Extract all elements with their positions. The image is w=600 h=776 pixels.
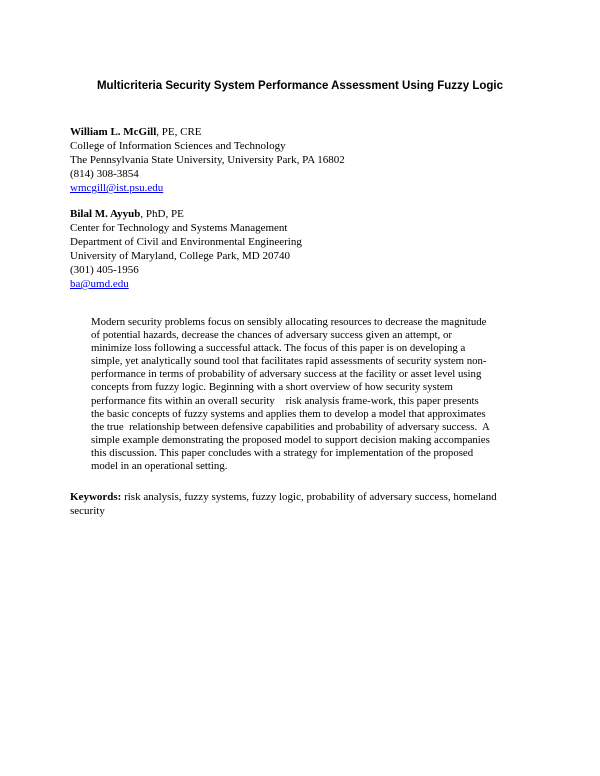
- author-email-link[interactable]: ba@umd.edu: [70, 278, 129, 290]
- keywords-text: risk analysis, fuzzy systems, fuzzy logic, probability of adversary success, homeland security: [70, 491, 497, 517]
- abstract-line: performance fits within an overall security risk analysis frame-work, this paper presents: [91, 394, 479, 407]
- abstract-line: minimize loss following a successful attack. The focus of this paper is on developing a: [91, 342, 466, 355]
- abstract-line: this discussion. This paper concludes with a strategy for implementation of the proposed: [91, 446, 474, 459]
- author-credentials: , PE, CRE: [156, 126, 202, 138]
- keywords-label: Keywords:: [70, 491, 122, 503]
- abstract-line: the true relationship between defensive capabilities and probability of adversary success. A: [91, 420, 490, 433]
- author-affiliation: College of Information Sciences and Technology: [70, 140, 286, 152]
- author-name-line: [70, 207, 540, 221]
- abstract-line: the basic concepts of fuzzy systems and applies them to develop a model that approximates: [91, 407, 486, 420]
- author-block-2: [70, 207, 540, 291]
- abstract-line: simple, yet analytically sound tool that facilitates rapid assessments of security system non-: [91, 355, 487, 368]
- abstract-line: Modern security problems focus on sensibly allocating resources to decrease the magnitude: [91, 316, 487, 328]
- abstract-line: performance in terms of probability of adversary success at the facility or asset level using: [91, 368, 482, 381]
- author-name: Bilal M. Ayyub: [70, 208, 141, 220]
- abstract: [91, 316, 516, 473]
- abstract-line: concepts from fuzzy logic. Beginning with a short overview of how security system: [91, 381, 453, 394]
- author-affiliation: Center for Technology and Systems Management: [70, 222, 288, 234]
- author-credentials: , PhD, PE: [140, 208, 184, 220]
- abstract-line: of potential hazards, decrease the chances of adversary success given an attempt, or: [91, 329, 452, 342]
- author-affiliation: University of Maryland, College Park, MD 20740: [70, 250, 290, 262]
- paper-title: Multicriteria Security System Performance Assessment Using Fuzzy Logic: [96, 80, 504, 92]
- abstract-line: model in an operational setting.: [91, 460, 228, 473]
- author-affiliation: Department of Civil and Environmental Engineering: [70, 236, 302, 248]
- abstract-line: simple example demonstrating the proposed model to support decision making accompanies: [91, 433, 490, 446]
- author-name-line: [70, 125, 540, 139]
- author-affiliation: The Pennsylvania State University, University Park, PA 16802: [70, 154, 345, 166]
- author-name: William L. McGill: [70, 126, 157, 138]
- author-phone: (814) 308-3854: [70, 168, 139, 180]
- author-phone: (301) 405-1956: [70, 264, 139, 276]
- author-email-link[interactable]: wmcgill@ist.psu.edu: [70, 182, 164, 194]
- keywords: [70, 491, 530, 518]
- author-block-1: [70, 125, 540, 195]
